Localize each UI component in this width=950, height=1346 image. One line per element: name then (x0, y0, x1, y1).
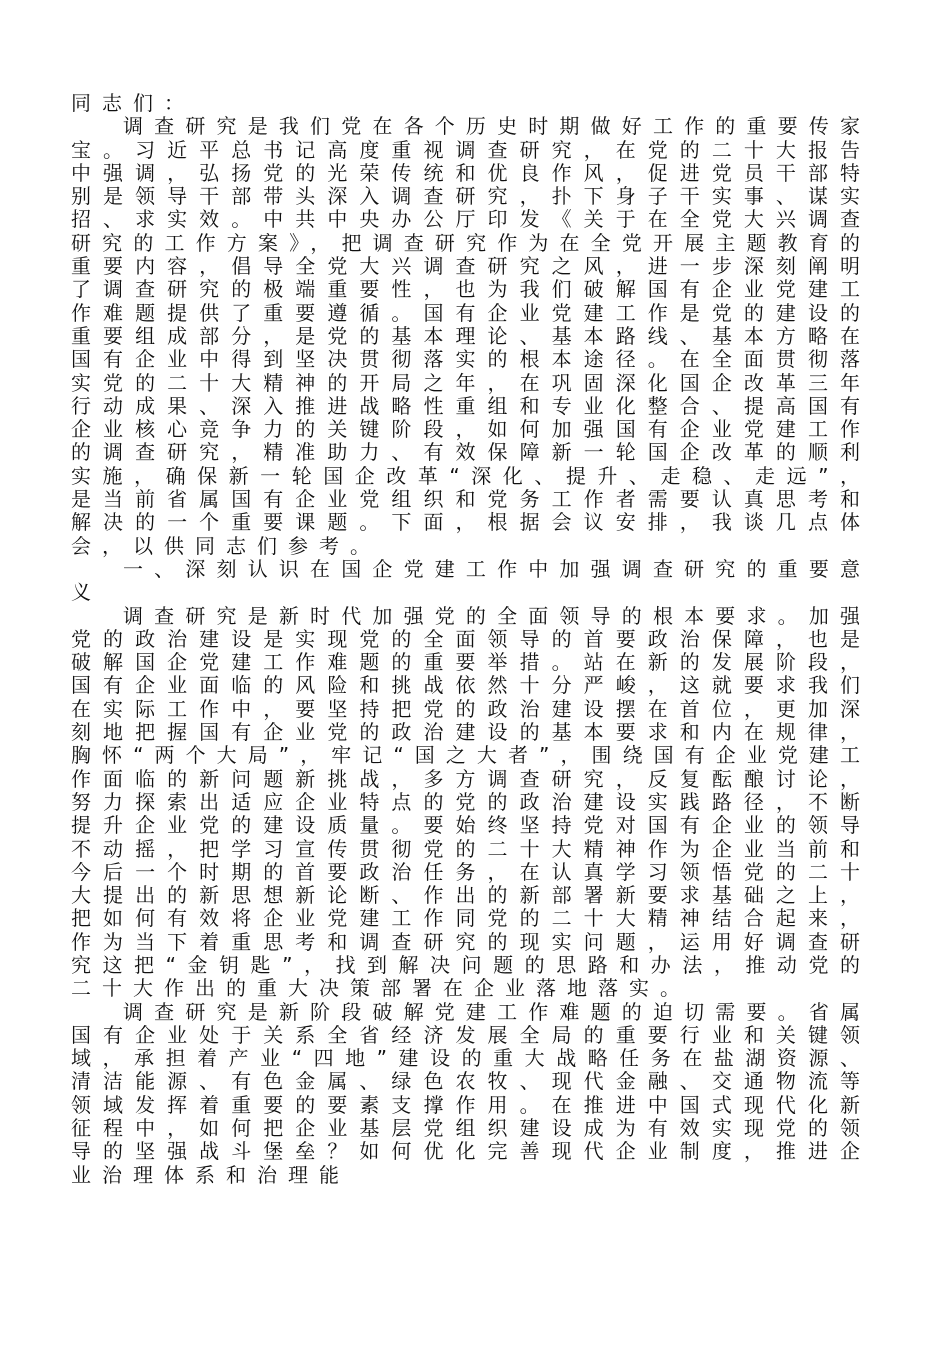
document-page (71, 92, 871, 1187)
intro-paragraph: 调查研究是我们党在各个历史时期做好工作的重要传家宝。习近平总书记高度重视调查研究，在党的二十大报告中强调，弘扬党的光荣传统和优良作风，促进党员干部特别是领导干部带头深入调查研究，扑下身子干实事、谋实招、求实效。中共中央办公厅印发《关于在全党大兴调查研究的工作方案》，把调查研究作为在全党开展主题教育的重要内容，倡导全党大兴调查研究之风，进一步深刻阐明了调查研究的极端重要性，也为我们破解国有企业党建工作难题提供了重要遵循。国有企业党建工作是党的建设的重要组成部分，是党的基本理论、基本路线、基本方略在国有企业中得到坚决贯彻落实的根本途径。在全面贯彻落实党的二十大精神的开局之年，在巩固深化国企改革三年行动成果、深入推进战略性重组和专业化整合、提高国有企业核心竞争力的关键阶段，如何加强国有企业党建工作的调查研究，精准助力、有效保障新一轮国企改革的顺利实施，确保新一轮国企改革“深化、提升、走稳、走远”，是当前省属国有企业党组织和党务工作者需要认真思考和解决的一个重要课题。下面，根据会议安排，我谈几点体会，以供同志们参考。 (71, 114, 871, 558)
section1-paragraph-2: 调查研究是新阶段破解党建工作难题的迫切需要。省属国有企业处于关系全省经济发展全局的重要行业和关键领域，承担着产业“四地”建设的重大战略任务在盐湖资源、清洁能源、有色金属、绿色农牧、现代金融、交通物流等领域发挥着重要的要素支撑作用。在推进中国式现代化新征程中，如何把企业基层党组织建设成为有效实现党的领导的坚强战斗堡垒？如何优化完善现代企业制度，推进企业治理体系和治理能 (71, 999, 871, 1187)
section-heading-1: 一、深刻认识在国企党建工作中加强调查研究的重要意义 (71, 556, 871, 605)
section1-paragraph-1: 调查研究是新时代加强党的全面领导的根本要求。加强党的政治建设是实现党的全面领导的首要政治保障，也是破解国企党建工作难题的重要举措。站在新的发展阶段，国有企业面临的风险和挑战依然十分严峻，这就要求我们在实际工作中，要坚持把党的政治建设摆在首位，更加深刻地把握国有企业党的政治建设的基本要求和内在规律，胸怀“两个大局”，牢记“国之大者”，围绕国有企业党建工作面临的新问题新挑战，多方调查研究，反复酝酿讨论，努力探索出适应企业特点的党的政治建设实践路径，不断提升企业党的建设质量。要始终坚持党对国有企业的领导不动摇，把学习宣传贯彻党的二十大精神作为企业当前和今后一个时期的首要政治任务，在认真学习领悟党的二十大提出的新思想新论断、作出的新部署新要求基础之上，把如何有效将企业党建工作同党的二十大精神结合起来，作为当下着重思考和调查研究的现实问题，运用好调查研究这把“金钥匙”，找到解决问题的思路和办法，推动党的二十大作出的重大决策部署在企业落地落实。 (71, 603, 871, 1001)
salutation: 同志们： (71, 91, 195, 115)
